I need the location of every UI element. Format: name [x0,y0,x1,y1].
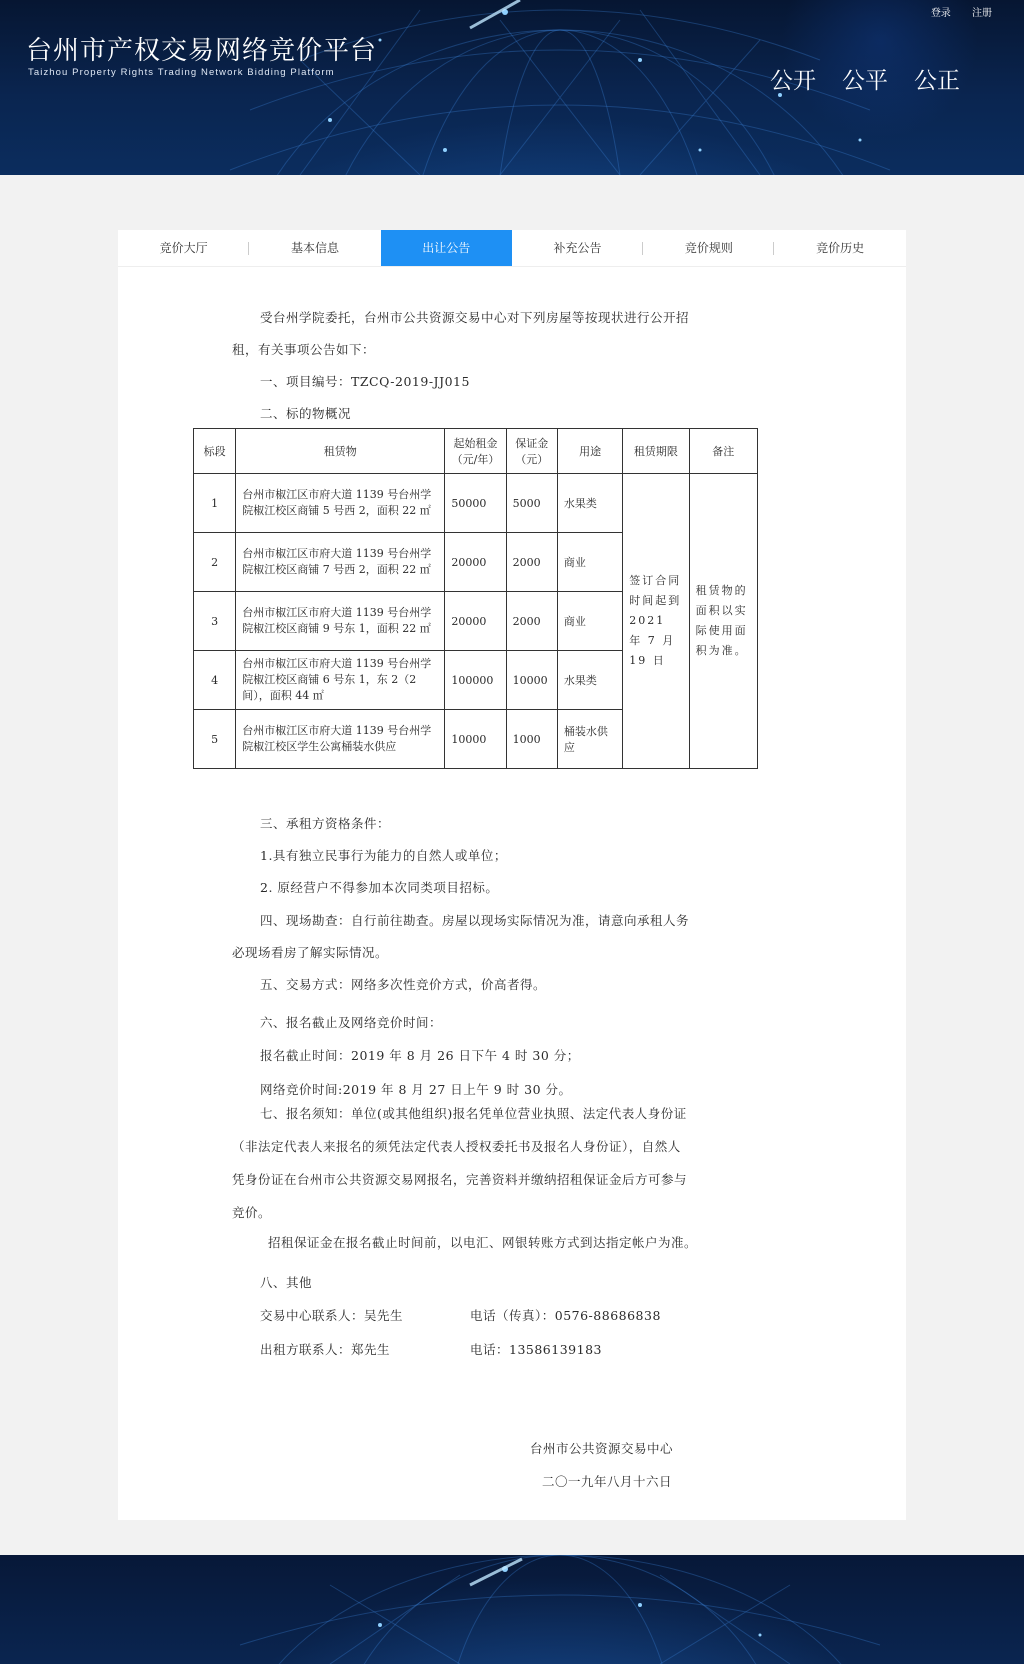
col-header-remark: 备注 [689,429,757,474]
motto-just: 公正 [914,68,960,94]
cell-use: 水果类 [557,651,622,710]
cell-item: 台州市椒江区市府大道 1139 号台州学院椒江校区商铺 7 号西 2，面积 22 ㎡ [236,533,445,592]
cell-lot: 2 [194,533,236,592]
cell-remark: 租赁物的面积以实际使用面积为准。 [689,474,757,769]
col-header-item: 租赁物 [236,429,445,474]
cell-deposit: 5000 [506,474,557,533]
cell-lot: 3 [194,592,236,651]
col-header-deposit-line2: （元） [515,453,549,466]
table-header-row [194,429,758,474]
lease-table [193,428,758,769]
cell-lot: 5 [194,710,236,769]
cell-term: 签订合同时间起到 2021 年 7 月 19 日 [623,474,689,769]
contact-lessor-phone: 电话：13586139183 [470,1342,602,1357]
cell-rent: 20000 [445,592,506,651]
bidding-time: 网络竞价时间:2019 年 8 月 27 日上午 9 时 30 分。 [260,1082,572,1097]
intro-line-2: 租，有关事项公告如下： [232,342,376,357]
col-header-rent-line1: 起始租金 [453,437,498,450]
cell-deposit: 10000 [506,651,557,710]
login-link[interactable]: 登录 [930,8,951,19]
project-number: 一、项目编号：TZCQ-2019-JJ015 [260,374,470,389]
top-links [913,4,992,19]
site-subtitle: Taizhou Property Rights Trading Network Bidding Platform [28,67,335,78]
cell-use: 水果类 [557,474,622,533]
cell-deposit: 2000 [506,533,557,592]
trading-method: 五、交易方式：网络多次性竞价方式，价高者得。 [260,977,547,992]
site-footer [0,1555,1024,1664]
col-header-lot: 标段 [194,429,236,474]
qualification-2: 2. 原经营户不得参加本次同类项目招标。 [260,880,499,895]
motto-open: 公开 [770,68,816,94]
site-inspection-line-1: 四、现场勘查：自行前往勘查。房屋以现场实际情况为准，请意向承租人务 [260,913,690,928]
table-row [194,474,758,533]
signature-organization: 台州市公共资源交易中心 [530,1441,674,1456]
col-header-deposit [506,429,557,474]
registration-notes-line-2: （非法定代表人来报名的须凭法定代表人授权委托书及报名人身份证），自然人 [232,1139,681,1154]
cell-use: 桶装水供应 [557,710,622,769]
motto-fair: 公平 [842,68,888,94]
deposit-note: 招租保证金在报名截止时间前，以电汇、网银转账方式到达指定帐户为准。 [268,1235,698,1250]
registration-deadline: 报名截止时间：2019 年 8 月 26 日下午 4 时 30 分； [260,1048,580,1063]
cell-use: 商业 [557,592,622,651]
cell-rent: 20000 [445,533,506,592]
cell-item: 台州市椒江区市府大道 1139 号台州学院椒江校区商铺 5 号西 2，面积 22 ㎡ [236,474,445,533]
cell-lot: 1 [194,474,236,533]
section-qualification-heading: 三、承租方资格条件： [260,816,391,831]
cell-rent: 10000 [445,710,506,769]
content-card [118,230,906,1520]
cell-rent: 50000 [445,474,506,533]
globe-footer-graphic [0,1555,1024,1664]
qualification-1: 1.具有独立民事行为能力的自然人或单位； [260,848,507,863]
col-header-term: 租赁期限 [623,429,689,474]
register-link[interactable]: 注册 [972,8,992,19]
tab-bar [118,230,906,267]
tab-bidding-hall[interactable]: 竞价大厅 [118,230,249,266]
cell-rent: 100000 [445,651,506,710]
cell-lot: 4 [194,651,236,710]
col-header-rent [445,429,506,474]
signature-date: 二〇一九年八月十六日 [542,1474,673,1489]
registration-notes-line-4: 竞价。 [232,1205,272,1220]
site-header [0,0,1024,175]
contact-lessor-name: 出租方联系人：郑先生 [260,1342,391,1357]
registration-notes-line-1: 七、报名须知：单位(或其他组织)报名凭单位营业执照、法定代表人身份证 [260,1106,687,1121]
intro-line-1: 受台州学院委托，台州市公共资源交易中心对下列房屋等按现状进行公开招 [260,310,690,325]
cell-deposit: 1000 [506,710,557,769]
col-header-use: 用途 [557,429,622,474]
section-other-heading: 八、其他 [260,1275,313,1290]
section-deadline-heading: 六、报名截止及网络竞价时间： [260,1015,443,1030]
tab-bidding-rules[interactable]: 竞价规则 [643,230,774,266]
cell-item: 台州市椒江区市府大道 1139 号台州学院椒江校区学生公寓桶装水供应 [236,710,445,769]
cell-deposit: 2000 [506,592,557,651]
col-header-deposit-line1: 保证金 [515,437,549,450]
site-title: 台州市产权交易网络竞价平台 [26,36,378,66]
section-subject-heading: 二、标的物概况 [260,406,352,421]
registration-notes-line-3: 凭身份证在台州市公共资源交易网报名，完善资料并缴纳招租保证金后方可参与 [232,1172,688,1187]
cell-item: 台州市椒江区市府大道 1139 号台州学院椒江校区商铺 9 号东 1，面积 22 ㎡ [236,592,445,651]
site-inspection-line-2: 必现场看房了解实际情况。 [232,945,389,960]
contact-center-name: 交易中心联系人：吴先生 [260,1308,404,1323]
tab-transfer-notice[interactable]: 出让公告 [381,230,512,266]
contact-center-phone: 电话（传真）：0576-88686838 [470,1308,661,1323]
motto [770,62,960,95]
cell-use: 商业 [557,533,622,592]
col-header-rent-line2: （元/年） [451,453,500,466]
tab-basic-info[interactable]: 基本信息 [290,241,339,255]
tab-supplementary-notice[interactable]: 补充公告 [512,230,643,266]
tab-bidding-history[interactable]: 竞价历史 [816,241,865,255]
cell-item: 台州市椒江区市府大道 1139 号台州学院椒江校区商铺 6 号东 1，东 2（2 间），面积 44 ㎡ [236,651,445,710]
